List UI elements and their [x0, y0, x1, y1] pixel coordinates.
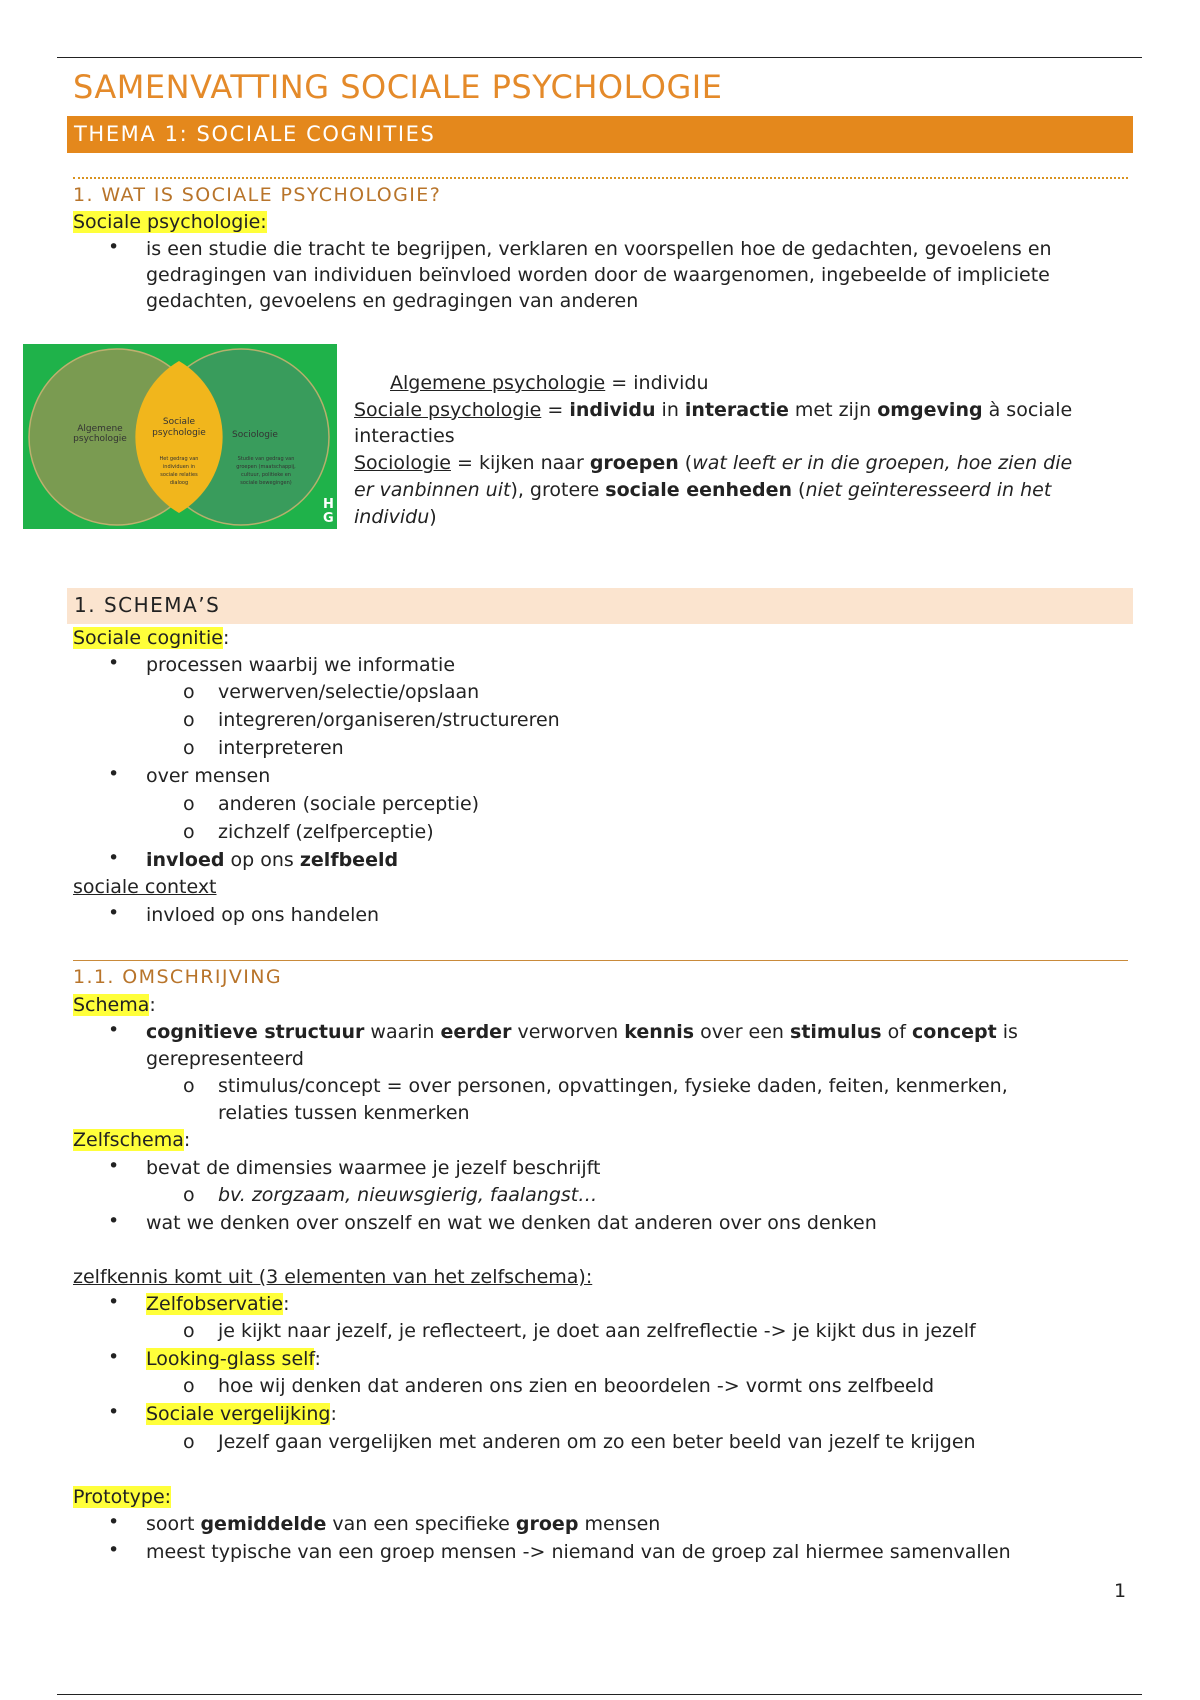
bullet: • — [108, 1210, 120, 1232]
bullet: • — [108, 902, 120, 924]
def-algemene-psychologie: Algemene psychologie = individu — [390, 372, 709, 394]
looking-glass-sub: hoe wij denken dat anderen ons zien en beoordelen -> vormt ons zelfbeeld — [218, 1375, 935, 1397]
def-sociologie-line-3: individu) — [354, 506, 437, 528]
term-zelfschema: Zelfschema: — [73, 1129, 191, 1151]
context-bullet: invloed op ons handelen — [146, 904, 380, 926]
zelfkennis-label: zelfkennis komt uit (3 elementen van het zelfschema): — [73, 1266, 593, 1288]
bullet: • — [108, 1291, 120, 1313]
definition-line-1: is een studie die tracht te begrijpen, verklaren en voorspellen hoe de gedachten, gevoelens en — [146, 238, 1052, 260]
sub-bullet: o — [183, 1075, 195, 1097]
page-number: 1 — [1114, 1580, 1127, 1602]
bullet: • — [108, 1155, 120, 1177]
cognitie-bullet-3: invloed op ons zelfbeeld — [146, 849, 399, 871]
venn-left-label-1: Algemene — [77, 424, 123, 434]
venn-diagram — [23, 344, 337, 529]
bottom-rule — [57, 1694, 1142, 1695]
bullet: • — [108, 236, 120, 258]
sub-bullet: o — [183, 821, 195, 843]
venn-mid-small-4: dialoog — [169, 480, 189, 486]
zelfobservatie-sub: je kijkt naar jezelf, je reflecteert, je doet aan zelfreflectie -> je kijkt dus in jezelf — [218, 1320, 976, 1342]
definition-line-3: gedachten, gevoelens en gedragingen van anderen — [146, 290, 639, 312]
cognitie-bullet-1: processen waarbij we informatie — [146, 654, 456, 676]
sub-bullet: o — [183, 709, 195, 731]
section-banner-schemas — [67, 588, 1133, 624]
element-looking-glass-self: Looking-glass self: — [146, 1348, 321, 1370]
cognitie-sub-3: interpreteren — [218, 737, 344, 759]
prototype-bullet-2: meest typische van een groep mensen -> niemand van de groep zal hiermee samenvallen — [146, 1541, 1011, 1563]
cognitie-sub-2: integreren/organiseren/structureren — [218, 709, 560, 731]
bullet: • — [108, 1346, 120, 1368]
bullet: • — [108, 1019, 120, 1041]
sub-bullet: o — [183, 681, 195, 703]
element-sociale-vergelijking: Sociale vergelijking: — [146, 1403, 337, 1425]
def-sociale-psychologie: Sociale psychologie = individu in interactie met zijn omgeving à sociale — [354, 399, 1073, 421]
sub-bullet: o — [183, 1375, 195, 1397]
venn-corner-letter-1: H — [323, 497, 334, 512]
document-title: SAMENVATTING SOCIALE PSYCHOLOGIE — [73, 68, 723, 106]
theme-title: THEMA 1: SOCIALE COGNITIES — [74, 122, 436, 146]
zelfschema-bullet-1: bevat de dimensies waarmee je jezelf beschrijft — [146, 1157, 601, 1179]
sub-bullet: o — [183, 1320, 195, 1342]
venn-right-small-3: cultuur, politieke en — [241, 472, 291, 478]
dotted-divider — [73, 177, 1128, 179]
venn-right-small-4: sociale bewegingen) — [240, 480, 292, 486]
section-divider — [73, 960, 1128, 961]
zelfschema-bullet-2: wat we denken over onszelf en wat we denken dat anderen over ons denken — [146, 1212, 877, 1234]
definition-line-2: gedragingen van individuen beïnvloed worden door de waargenomen, ingebeelde of impliciete — [146, 264, 1050, 286]
section-heading-omschrijving: 1.1. OMSCHRIJVING — [73, 966, 283, 988]
section-heading-wat-is: 1. WAT IS SOCIALE PSYCHOLOGIE? — [73, 184, 442, 206]
term-sociale-psychologie: Sociale psychologie: — [73, 211, 267, 233]
bullet: • — [108, 1511, 120, 1533]
term-prototype: Prototype: — [73, 1486, 172, 1508]
bullet: • — [108, 847, 120, 869]
schema-bullet-1-line-2: gerepresenteerd — [146, 1048, 304, 1070]
venn-mid-small-2: individuen in — [162, 464, 196, 470]
schema-sub-1-line-2: relaties tussen kenmerken — [218, 1102, 470, 1124]
theme-banner — [67, 116, 1133, 153]
venn-right-small-2: groepen (maatschappij, — [236, 464, 296, 470]
def-sociale-psychologie-line-2: interacties — [354, 425, 455, 447]
cognitie-sub-1: verwerven/selectie/opslaan — [218, 681, 480, 703]
element-zelfobservatie: Zelfobservatie: — [146, 1293, 290, 1315]
venn-mid-small-1: Het gedrag van — [159, 456, 199, 462]
sub-bullet: o — [183, 1184, 195, 1206]
cognitie-bullet-2: over mensen — [146, 765, 271, 787]
section-title-schemas: 1. SCHEMA’S — [74, 593, 221, 617]
prototype-bullet-1: soort gemiddelde van een specifieke groep mensen — [146, 1513, 661, 1535]
venn-mid-label-2: psychologie — [152, 428, 206, 438]
venn-right-small-1: Studie van gedrag van — [237, 456, 295, 462]
sociale-context-label: sociale context — [73, 876, 217, 898]
bullet: • — [108, 1401, 120, 1423]
sub-bullet: o — [183, 737, 195, 759]
top-rule — [57, 57, 1142, 58]
venn-mid-small-3: sociale relaties — [160, 472, 198, 478]
term-sociale-cognitie: Sociale cognitie: — [73, 627, 230, 649]
def-sociologie-line-2: er vanbinnen uit), grotere sociale eenheden (niet geïnteresseerd in het — [354, 479, 1052, 501]
bullet: • — [108, 763, 120, 785]
venn-corner-letter-2: G — [323, 511, 334, 526]
cognitie-sub-4: anderen (sociale perceptie) — [218, 793, 480, 815]
cognitie-sub-5: zichzelf (zelfperceptie) — [218, 821, 434, 843]
schema-bullet-1: cognitieve structuur waarin eerder verworven kennis over een stimulus of concept is — [146, 1021, 1018, 1043]
venn-left-label-2: psychologie — [73, 434, 127, 444]
sub-bullet: o — [183, 1431, 195, 1453]
def-sociologie: Sociologie = kijken naar groepen (wat leeft er in die groepen, hoe zien die — [354, 452, 1073, 474]
schema-sub-1: stimulus/concept = over personen, opvattingen, fysieke daden, feiten, kenmerken, — [218, 1075, 1008, 1097]
zelfschema-sub-1: bv. zorgzaam, nieuwsgierig, faalangst… — [218, 1184, 598, 1206]
bullet: • — [108, 1539, 120, 1561]
venn-right-label: Sociologie — [232, 430, 278, 440]
sub-bullet: o — [183, 793, 195, 815]
sociale-vergelijking-sub: Jezelf gaan vergelijken met anderen om zo een beter beeld van jezelf te krijgen — [218, 1431, 976, 1453]
term-schema: Schema: — [73, 994, 156, 1016]
bullet: • — [108, 652, 120, 674]
venn-mid-label-1: Sociale — [162, 417, 196, 427]
